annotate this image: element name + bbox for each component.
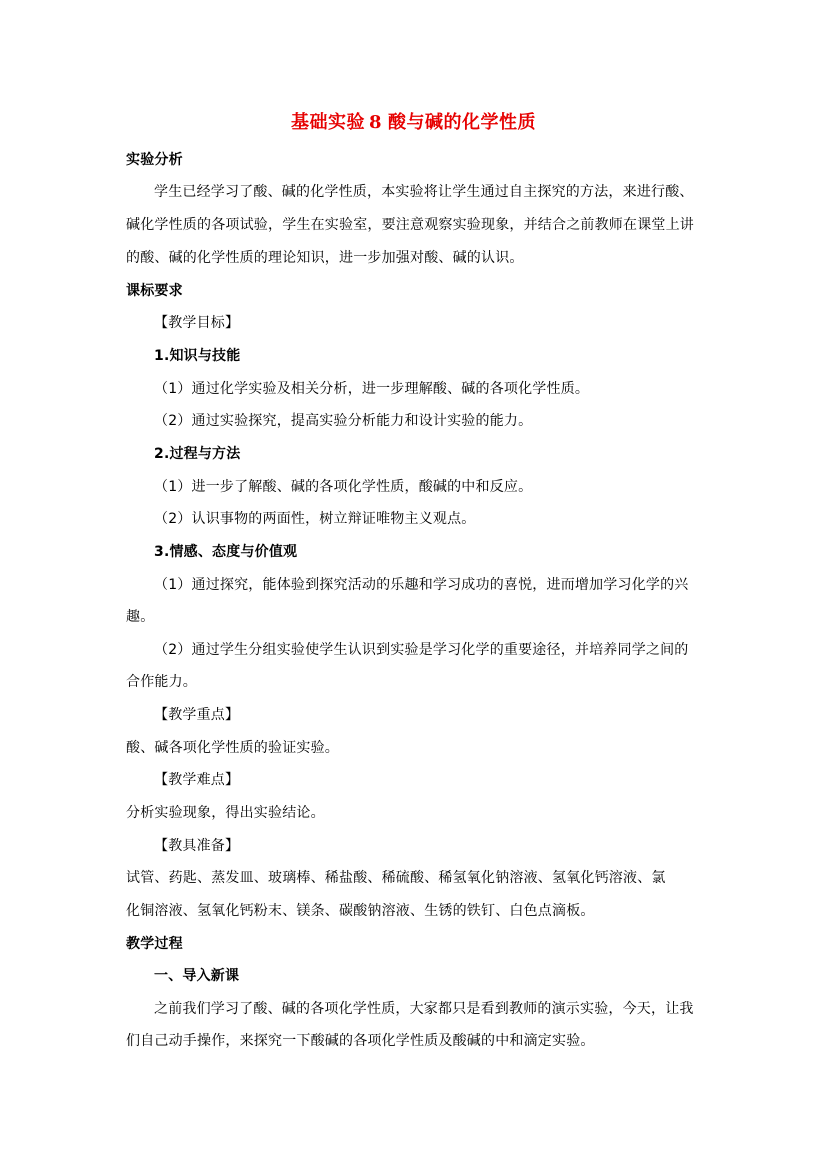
obj1-item-1: （1）通过化学实验及相关分析，进一步理解酸、碱的各项化学性质。 <box>154 381 590 397</box>
intro-line-1: 之前我们学习了酸、碱的各项化学性质，大家都只是看到教师的演示实验，今天，让我 <box>154 1001 694 1017</box>
key-text: 酸、碱各项化学性质的验证实验。 <box>126 740 339 756</box>
process-heading: 教学过程 <box>126 936 183 952</box>
objectives-heading: 【教学目标】 <box>154 315 240 331</box>
obj1-heading: 1.知识与技能 <box>154 348 241 364</box>
analysis-line-1: 学生已经学习了酸、碱的化学性质，本实验将让学生通过自主探究的方法，来进行酸、 <box>154 184 694 200</box>
obj2-heading: 2.过程与方法 <box>154 446 241 462</box>
title-prefix: 基础实验 <box>290 112 365 133</box>
obj3-heading: 3.情感、态度与价值观 <box>154 544 298 560</box>
obj3-item-1-line-1: （1）通过探究，能体验到探究活动的乐趣和学习成功的喜悦，进而增加学习化学的兴 <box>154 577 689 593</box>
document-title <box>0 111 827 135</box>
title-number: 8 <box>368 112 383 133</box>
intro-heading: 一、导入新课 <box>154 968 240 984</box>
obj3-item-2-line-1: （2）通过学生分组实验使学生认识到实验是学习化学的重要途径，并培养同学之间的 <box>154 642 689 658</box>
analysis-line-3: 的酸、碱的化学性质的理论知识，进一步加强对酸、碱的认识。 <box>126 250 524 266</box>
analysis-line-2: 碱化学性质的各项试验，学生在实验室，要注意观察实验现象，并结合之前教师在课堂上讲 <box>126 217 694 233</box>
intro-line-2: 们自己动手操作，来探究一下酸碱的各项化学性质及酸碱的中和滴定实验。 <box>126 1033 595 1049</box>
difficulty-text: 分析实验现象，得出实验结论。 <box>126 805 325 821</box>
tools-heading: 【教具准备】 <box>154 838 240 854</box>
obj1-item-2: （2）通过实验探究，提高实验分析能力和设计实验的能力。 <box>154 413 533 429</box>
obj3-item-1-line-2: 趣。 <box>126 609 155 625</box>
standard-heading: 课标要求 <box>126 283 183 299</box>
title-main: 酸与碱的化学性质 <box>388 112 537 133</box>
obj2-item-2: （2）认识事物的两面性，树立辩证唯物主义观点。 <box>154 511 476 527</box>
obj3-item-2-line-2: 合作能力。 <box>126 674 197 690</box>
obj2-item-1: （1）进一步了解酸、碱的各项化学性质，酸碱的中和反应。 <box>154 479 533 495</box>
tools-line-2: 化铜溶液、氢氧化钙粉末、镁条、碳酸钠溶液、生锈的铁钉、白色点滴板。 <box>126 903 595 919</box>
analysis-heading: 实验分析 <box>126 152 183 168</box>
key-heading: 【教学重点】 <box>154 707 240 723</box>
difficulty-heading: 【教学难点】 <box>154 772 240 788</box>
tools-line-1: 试管、药匙、蒸发皿、玻璃棒、稀盐酸、稀硫酸、稀氢氧化钠溶液、氢氧化钙溶液、氯 <box>126 870 666 886</box>
